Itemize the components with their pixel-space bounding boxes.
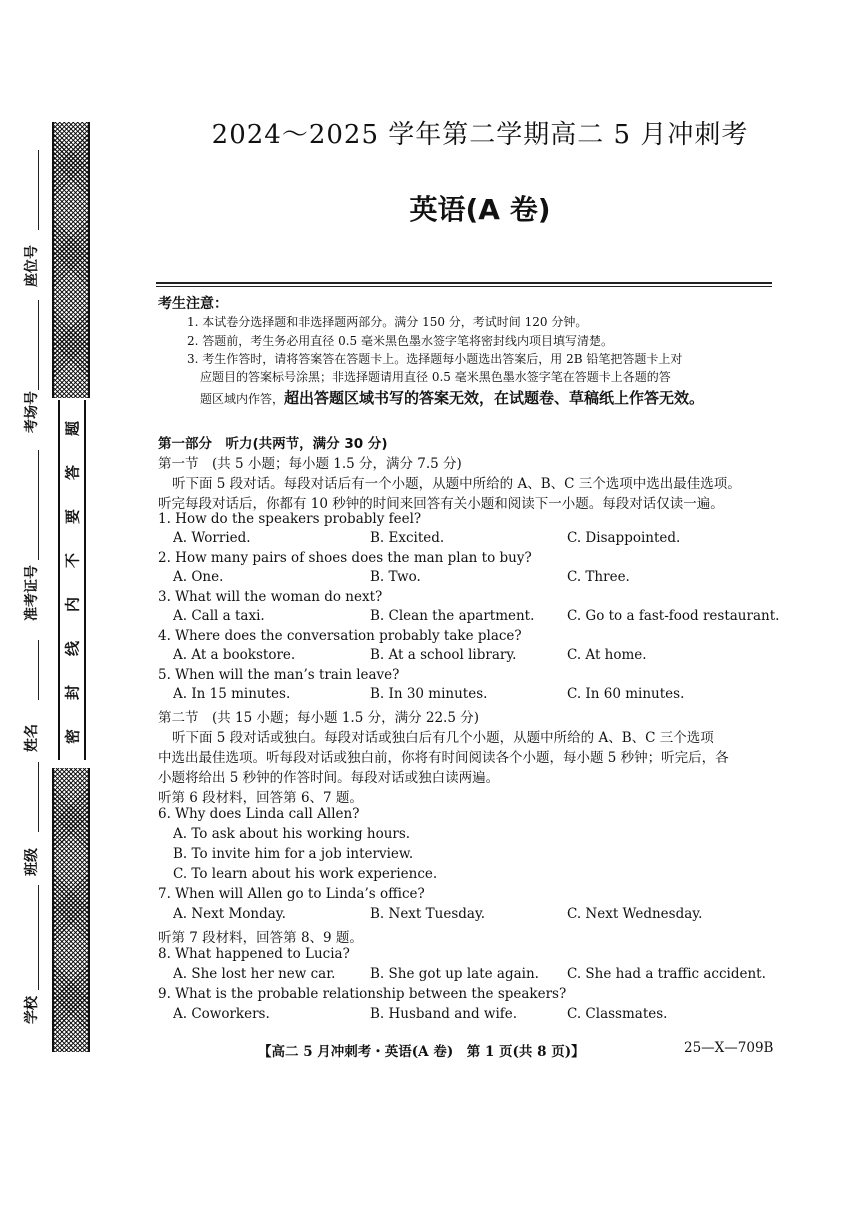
notice-bold-warning: 超出答题区域书写的答案无效，在试题卷、草稿纸上作答无效。 xyxy=(284,389,705,407)
field-line xyxy=(38,300,39,390)
instruction-line: 中选出最佳选项。听每段对话或独白前，你将有时间阅读各个小题，每小题 5 秒钟；听完后，各 xyxy=(158,750,729,766)
option-a: A. She lost her new car. xyxy=(173,966,336,982)
option-b: B. To invite him for a job interview. xyxy=(173,846,414,862)
notice-item-text: 题区域内作答， xyxy=(200,392,285,406)
seal-char: 要 xyxy=(63,509,82,525)
seal-char: 封 xyxy=(63,685,82,701)
seal-char: 不 xyxy=(63,553,82,569)
option-a: A. Next Monday. xyxy=(173,906,286,922)
divider xyxy=(156,286,772,287)
option-b: B. Clean the apartment. xyxy=(370,608,535,624)
binding-strip-top xyxy=(52,122,90,398)
option-b: B. Husband and wife. xyxy=(370,1006,518,1022)
field-exam-room: 考场号 xyxy=(24,391,40,433)
option-c: C. Three. xyxy=(567,569,630,585)
option-c: C. In 60 minutes. xyxy=(567,686,685,702)
binding-strip-bottom xyxy=(52,768,90,1052)
divider xyxy=(156,282,772,284)
material-note: 听第 6 段材料，回答第 6、7 题。 xyxy=(158,790,363,806)
option-c: C. Classmates. xyxy=(567,1006,668,1022)
notice-item-last xyxy=(200,387,704,408)
field-line xyxy=(38,762,39,832)
notice-item: 1. 本试卷分选择题和非选择题两部分。满分 150 分，考试时间 120 分钟。 xyxy=(187,315,588,329)
field-admission-number: 准考证号 xyxy=(24,565,40,621)
question-stem: 6. Why does Linda call Allen? xyxy=(158,806,360,822)
option-a: A. At a bookstore. xyxy=(173,647,296,663)
paper-code: 25—X—709B xyxy=(684,1040,774,1056)
field-name: 姓名 xyxy=(24,724,40,752)
question-stem: 1. How do the speakers probably feel? xyxy=(158,511,422,527)
field-school: 学校 xyxy=(24,996,40,1024)
field-line xyxy=(38,640,39,700)
question-stem: 8. What happened to Lucia? xyxy=(158,946,350,962)
page-footer: 【高二 5 月冲刺考・英语(A 卷) 第 1 页(共 8 页)】 xyxy=(258,1044,585,1060)
instruction-line: 小题将给出 5 秒钟的作答时间。每段对话或独白读两遍。 xyxy=(158,770,500,786)
field-seat-number: 座位号 xyxy=(24,245,40,287)
field-line xyxy=(38,885,39,990)
field-class: 班级 xyxy=(24,848,40,876)
option-b: B. Two. xyxy=(370,569,421,585)
seal-char: 密 xyxy=(63,729,82,745)
option-a: A. Coworkers. xyxy=(173,1006,270,1022)
instruction-line: 听完每段对话后，你都有 10 秒钟的时间来回答有关小题和阅读下一小题。每段对话仅读一遍。 xyxy=(158,496,724,512)
question-stem: 3. What will the woman do next? xyxy=(158,589,383,605)
option-b: B. At a school library. xyxy=(370,647,517,663)
material-note: 听第 7 段材料，回答第 8、9 题。 xyxy=(158,930,363,946)
seal-char: 题 xyxy=(63,421,82,437)
exam-title: 2024～2025 学年第二学期高二 5 月冲刺考 xyxy=(211,120,749,150)
notice-item: 2. 答题前，考生务必用直径 0.5 毫米黑色墨水签字笔将密封线内项目填写清楚。 xyxy=(187,334,613,348)
option-b: B. Excited. xyxy=(370,530,445,546)
instruction-line: 听下面 5 段对话或独白。每段对话或独白后有几个小题，从题中所给的 A、B、C 三个选项 xyxy=(172,730,714,746)
option-a: A. In 15 minutes. xyxy=(173,686,291,702)
section-heading: 第二节 (共 15 小题；每小题 1.5 分，满分 22.5 分) xyxy=(158,710,479,726)
option-a: A. Call a taxi. xyxy=(173,608,265,624)
question-stem: 9. What is the probable relationship between the speakers? xyxy=(158,986,567,1002)
option-b: B. Next Tuesday. xyxy=(370,906,486,922)
option-c: C. Next Wednesday. xyxy=(567,906,703,922)
option-c: C. She had a traffic accident. xyxy=(567,966,766,982)
part-heading: 第一部分 听力(共两节，满分 30 分) xyxy=(158,436,388,452)
notice-item: 应题目的答案标号涂黑；非选择题请用直径 0.5 毫米黑色墨水签字笔在答题卡上各题的答 xyxy=(200,370,671,384)
option-b: B. She got up late again. xyxy=(370,966,539,982)
option-b: B. In 30 minutes. xyxy=(370,686,488,702)
field-line xyxy=(38,150,39,230)
option-c: C. At home. xyxy=(567,647,647,663)
option-a: A. Worried. xyxy=(173,530,251,546)
option-c: C. Go to a fast-food restaurant. xyxy=(567,608,780,624)
field-line xyxy=(38,450,39,560)
question-stem: 2. How many pairs of shoes does the man plan to buy? xyxy=(158,550,532,566)
notice-title: 考生注意： xyxy=(158,296,228,312)
question-stem: 5. When will the man’s train leave? xyxy=(158,667,400,683)
seal-char: 内 xyxy=(63,597,82,613)
option-c: C. Disappointed. xyxy=(567,530,681,546)
instruction-line: 听下面 5 段对话。每段对话后有一个小题，从题中所给的 A、B、C 三个选项中选出最佳选项。 xyxy=(172,476,741,492)
section-heading: 第一节 (共 5 小题；每小题 1.5 分，满分 7.5 分) xyxy=(158,456,462,472)
exam-subtitle: 英语(A 卷) xyxy=(409,193,551,226)
option-c: C. To learn about his work experience. xyxy=(173,866,438,882)
option-a: A. To ask about his working hours. xyxy=(173,826,411,842)
seal-char: 答 xyxy=(63,465,82,481)
notice-item: 3. 考生作答时，请将答案答在答题卡上。选择题每小题选出答案后，用 2B 铅笔把答题卡上对 xyxy=(187,352,683,366)
question-stem: 4. Where does the conversation probably take place? xyxy=(158,628,522,644)
question-stem: 7. When will Allen go to Linda’s office? xyxy=(158,886,425,902)
option-a: A. One. xyxy=(173,569,224,585)
seal-char: 线 xyxy=(63,641,82,657)
seal-column xyxy=(58,400,86,760)
